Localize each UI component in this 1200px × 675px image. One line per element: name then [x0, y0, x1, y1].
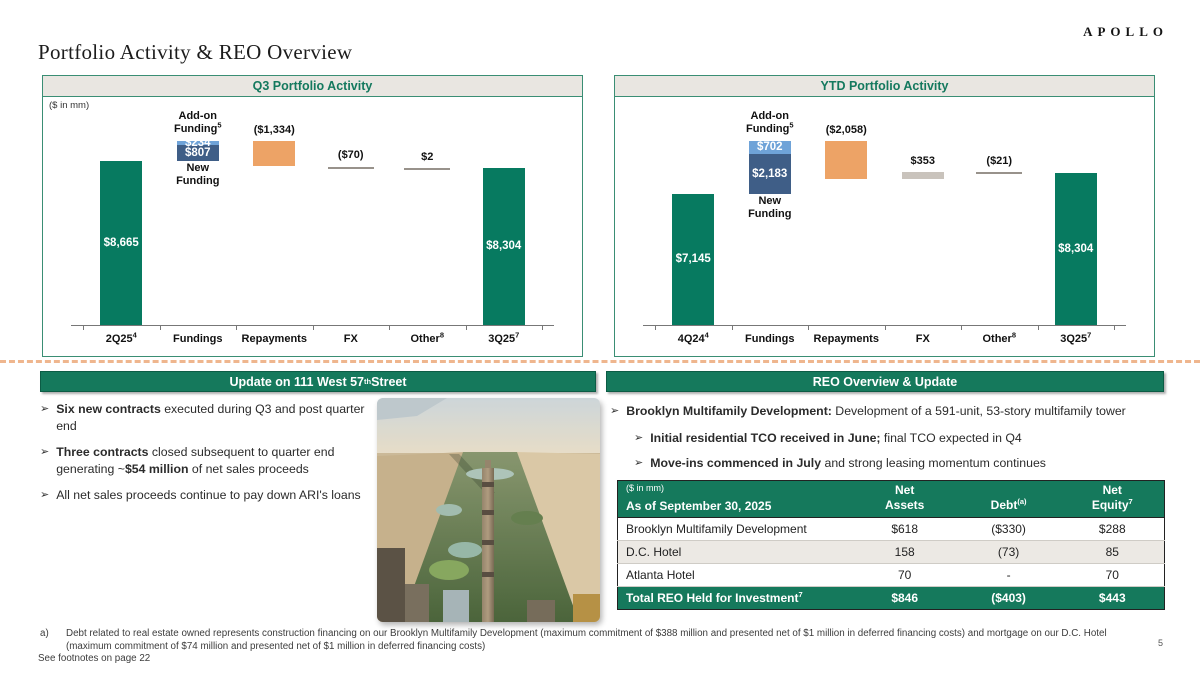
table-corner-header — [618, 481, 853, 518]
q3-waterfall-chart — [43, 97, 582, 355]
segment-value-label: $702 — [756, 141, 783, 154]
reo-table — [617, 480, 1165, 610]
table-cell: 70 — [1061, 564, 1165, 587]
table-column-header: Debt$^{(a)}$ — [957, 481, 1061, 518]
apollo-logo: APOLLO — [1083, 24, 1168, 39]
delta-value-label: $353 — [910, 155, 935, 168]
bullet-item — [40, 487, 378, 504]
table-cell: (73) — [957, 541, 1061, 564]
new-funding-label: New Funding — [748, 194, 792, 220]
reo-overview-header: REO Overview & Update — [606, 371, 1164, 392]
total-row-cell: $846 — [853, 587, 957, 610]
x-axis-tick — [1114, 325, 1115, 330]
table-cell: 70 — [853, 564, 957, 587]
q3-portfolio-activity-panel — [42, 75, 583, 357]
reo-table-body — [618, 518, 1165, 587]
delta-value-label: ($21) — [986, 155, 1013, 168]
x-axis-tick — [885, 325, 886, 330]
dashed-divider — [0, 360, 1200, 363]
q3-chart-title: Q3 Portfolio Activity — [43, 76, 582, 97]
chart-unit-note: ($ in mm) — [49, 100, 90, 111]
x-axis-tick — [160, 325, 161, 330]
x-axis-tick — [655, 325, 656, 330]
table-row — [618, 541, 1165, 564]
table-cell: $618 — [853, 518, 957, 541]
bullet-item — [634, 430, 1166, 447]
x-axis-category-label: Fundings — [745, 333, 795, 345]
table-column-header: Net Equity$^7$ — [1061, 481, 1165, 518]
bullet-arrow-icon: ➢ — [40, 446, 50, 459]
x-axis-tick — [1038, 325, 1039, 330]
ytd-portfolio-activity-panel — [614, 75, 1155, 357]
reo-table-container — [617, 480, 1165, 610]
bullet-arrow-icon: ➢ — [40, 403, 50, 415]
update-111-west-57th-bullets — [40, 401, 378, 514]
table-cell: ($330) — [957, 518, 1061, 541]
segment-value-label: $234 — [184, 137, 211, 150]
delta-value-label: $2 — [421, 150, 434, 163]
total-row-cell: ($403) — [957, 587, 1061, 610]
bullet-item — [40, 401, 378, 434]
table-row — [618, 564, 1165, 587]
table-row-label: D.C. Hotel — [618, 541, 853, 564]
reo-table-head — [618, 481, 1165, 518]
x-axis-category-label: Fundings — [173, 333, 223, 345]
bullet-text: All net sales proceeds continue to pay down ARI's loans — [56, 488, 361, 503]
x-axis-tick — [389, 325, 390, 330]
table-cell: - — [957, 564, 1061, 587]
table-unit-note: ($ in mm) — [626, 483, 664, 493]
waterfall-thin-bar — [404, 168, 450, 170]
x-axis-category-label: $4Q24^4$ — [677, 330, 709, 345]
waterfall-thin-bar — [976, 172, 1022, 174]
bullet-arrow-icon: ➢ — [610, 405, 620, 417]
bullet-arrow-icon: ➢ — [634, 457, 644, 470]
waterfall-delta-bar — [825, 141, 867, 179]
bullet-arrow-icon: ➢ — [634, 431, 644, 444]
table-row — [618, 518, 1165, 541]
add-on-funding-label: Add-on Funding$^5$ — [173, 110, 222, 135]
x-axis-tick — [808, 325, 809, 330]
table-cell: 85 — [1061, 541, 1165, 564]
bullet-item — [634, 455, 1166, 472]
x-axis-tick — [83, 325, 84, 330]
footnote-marker: a) — [40, 628, 49, 639]
delta-value-label: ($1,334) — [253, 124, 295, 136]
x-axis-tick — [961, 325, 962, 330]
table-cell: 158 — [853, 541, 957, 564]
update-111-west-57th-header: Update on 111 West 57 th Street — [40, 371, 596, 392]
central-park-aerial-illustration — [377, 398, 600, 622]
table-column-header: Net Assets — [853, 481, 957, 518]
ytd-waterfall-chart — [615, 97, 1154, 355]
table-total-row — [618, 587, 1165, 610]
new-funding-label: New Funding — [176, 161, 220, 187]
add-on-funding-label: Add-on Funding$^5$ — [745, 110, 794, 135]
page-title: Portfolio Activity & REO Overview — [38, 40, 353, 64]
segment-value-label: $807 — [184, 147, 211, 160]
total-row-cell: $443 — [1061, 587, 1165, 610]
page-number: 5 — [1157, 638, 1163, 648]
x-axis-category-label: Other$^8$ — [982, 330, 1017, 345]
see-footnotes-note: See footnotes on page 22 — [38, 653, 151, 664]
bullet-item — [40, 444, 378, 477]
bullet-text: Move-ins commenced in July and strong leasing momentum continues — [650, 456, 1046, 471]
reo-overview-bullets — [610, 403, 1166, 481]
bullet-item — [610, 403, 1166, 420]
bullet-text: Three contracts closed subsequent to quarter end generating ~$54 million of net sales proceeds — [56, 445, 335, 476]
x-axis-category-label: Repayments — [241, 333, 307, 345]
as-of-date-header: As of September 30, 2025 — [626, 499, 772, 513]
x-axis-category-label: $2Q25^4$ — [105, 330, 137, 345]
x-axis-tick — [313, 325, 314, 330]
waterfall-delta-bar — [253, 141, 295, 166]
table-cell: $288 — [1061, 518, 1165, 541]
x-axis-tick — [732, 325, 733, 330]
waterfall-thin-bar — [328, 167, 374, 169]
ytd-chart-title: YTD Portfolio Activity — [615, 76, 1154, 97]
x-axis-tick — [236, 325, 237, 330]
x-axis-category-label: $3Q25^7$ — [1060, 330, 1092, 345]
delta-value-label: ($70) — [337, 149, 364, 162]
segment-value-label: $2,183 — [752, 167, 788, 180]
reo-table-total — [618, 587, 1165, 610]
x-axis-category-label: Other$^8$ — [410, 330, 445, 345]
bar-value-label: $7,145 — [675, 253, 711, 266]
bullet-arrow-icon: ➢ — [40, 489, 50, 502]
bullet-text: Six new contracts executed during Q3 and post quarter end — [56, 402, 365, 433]
x-axis-category-label: Repayments — [813, 333, 879, 345]
x-axis-category-label: FX — [915, 333, 930, 345]
bar-value-label: $8,304 — [486, 240, 522, 253]
bullet-text: Initial residential TCO received in June; final TCO expected in Q4 — [650, 430, 1022, 445]
x-axis-category-label: FX — [343, 333, 358, 345]
footnote-a — [40, 628, 1132, 654]
footnote-text: Debt related to real estate owned represents construction financing on our Brooklyn Multifamily Development (maximum commitment of $388 million and presented net of $1 million in deferred financing costs) and mortgage on our D.C. Hotel (maximum commitment of $74 million and presented net of $1 million in deferred financing costs) — [66, 628, 1107, 652]
table-row-label: Brooklyn Multifamily Development — [618, 518, 853, 541]
bar-value-label: $8,665 — [103, 236, 139, 249]
bullet-text: Brooklyn Multifamily Development: Development of a 591-unit, 53-story multifamily tower — [626, 404, 1126, 418]
central-park-tower-photo — [377, 398, 600, 622]
bar-value-label: $8,304 — [1058, 242, 1094, 255]
waterfall-delta-bar — [902, 172, 944, 178]
delta-value-label: ($2,058) — [825, 124, 867, 136]
x-axis-category-label: $3Q25^7$ — [488, 330, 520, 345]
table-row-label: Atlanta Hotel — [618, 564, 853, 587]
total-row-label: Total REO Held for Investment$^7$ — [618, 587, 853, 610]
x-axis-tick — [466, 325, 467, 330]
x-axis-tick — [542, 325, 543, 330]
